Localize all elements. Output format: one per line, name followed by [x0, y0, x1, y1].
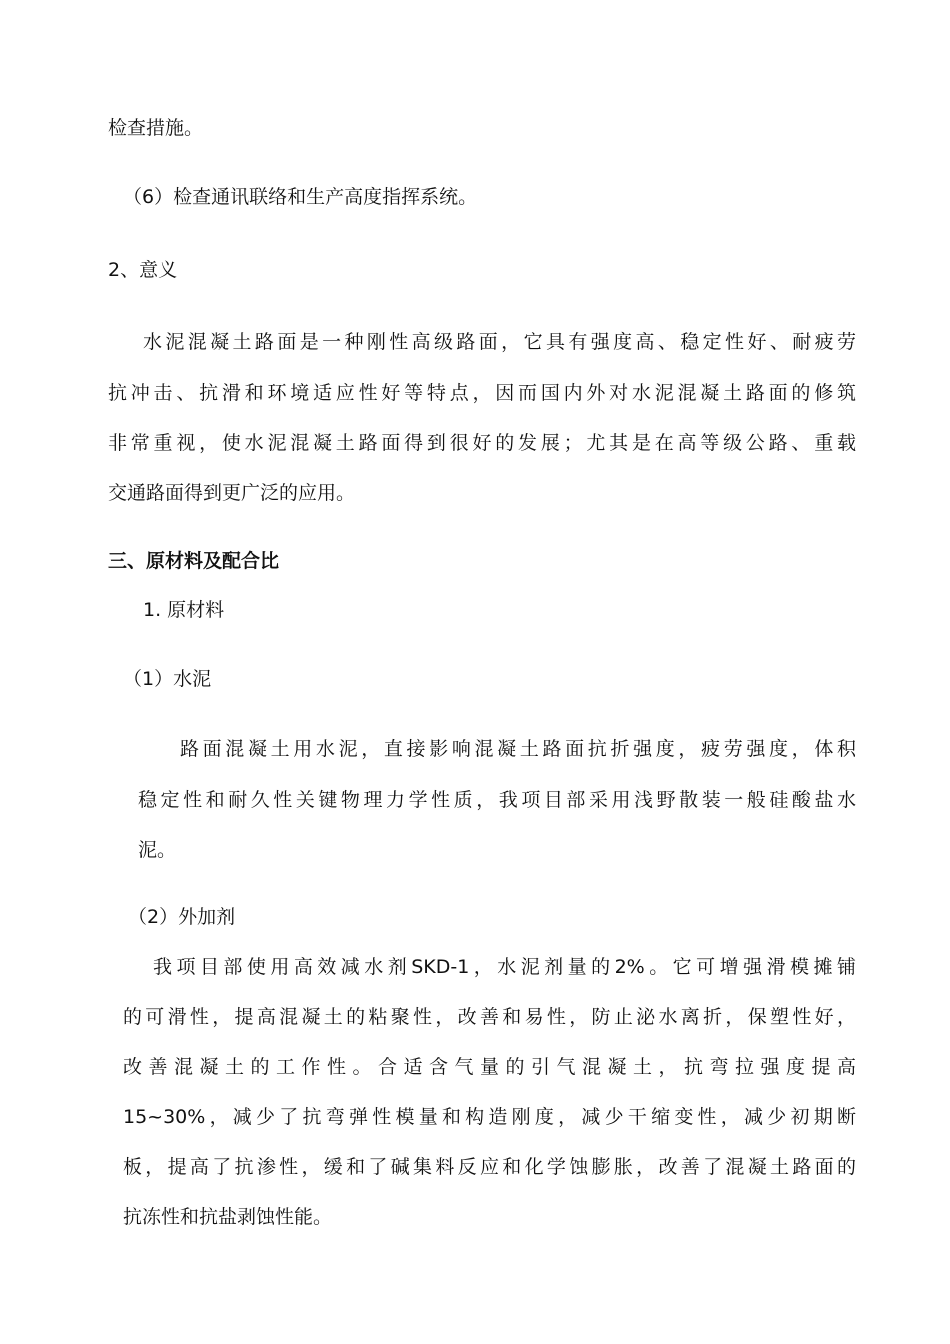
paragraph-line: 抗冲击、抗滑和环境适应性好等特点，因而国内外对水泥混凝土路面的修筑 — [108, 382, 856, 404]
subsection-heading: （1）水泥 — [123, 668, 212, 690]
section-heading: 三、原材料及配合比 — [108, 550, 280, 572]
paragraph-line: 板，提高了抗渗性，缓和了碱集料反应和化学蚀膨胀，改善了混凝土路面的 — [123, 1156, 856, 1178]
paragraph-line: 泥。 — [138, 839, 177, 861]
paragraph-line: 交通路面得到更广泛的应用。 — [108, 482, 356, 504]
paragraph-line: 路面混凝土用水泥，直接影响混凝土路面抗折强度，疲劳强度，体积 — [180, 738, 856, 760]
paragraph-line: 的可滑性，提高混凝土的粘聚性，改善和易性，防止泌水离折，保塑性好， — [123, 1006, 856, 1028]
list-item: （6）检查通讯联络和生产高度指挥系统。 — [123, 186, 478, 208]
paragraph-line: 15~30%，减少了抗弯弹性模量和构造刚度，减少干缩变性，减少初期断 — [123, 1106, 856, 1128]
paragraph-line: 稳定性和耐久性关键物理力学性质，我项目部采用浅野散装一般硅酸盐水 — [138, 789, 856, 811]
paragraph-line: 水泥混凝土路面是一种刚性高级路面，它具有强度高、稳定性好、耐疲劳 — [143, 331, 856, 353]
section-heading: 2、意义 — [108, 259, 178, 281]
subsection-heading: 1. 原材料 — [143, 599, 225, 621]
paragraph-line: 抗冻性和抗盐剥蚀性能。 — [123, 1206, 333, 1228]
paragraph-line: 非常重视，使水泥混凝土路面得到很好的发展；尤其是在高等级公路、重载 — [108, 432, 856, 454]
paragraph-line: 我项目部使用高效减水剂SKD-1，水泥剂量的2%。它可增强滑模摊铺 — [153, 956, 856, 978]
subsection-heading: （2）外加剂 — [128, 906, 236, 928]
text-line: 检查措施。 — [108, 117, 204, 139]
paragraph-line: 改善混凝土的工作性。合适含气量的引气混凝土，抗弯拉强度提高 — [123, 1056, 856, 1078]
